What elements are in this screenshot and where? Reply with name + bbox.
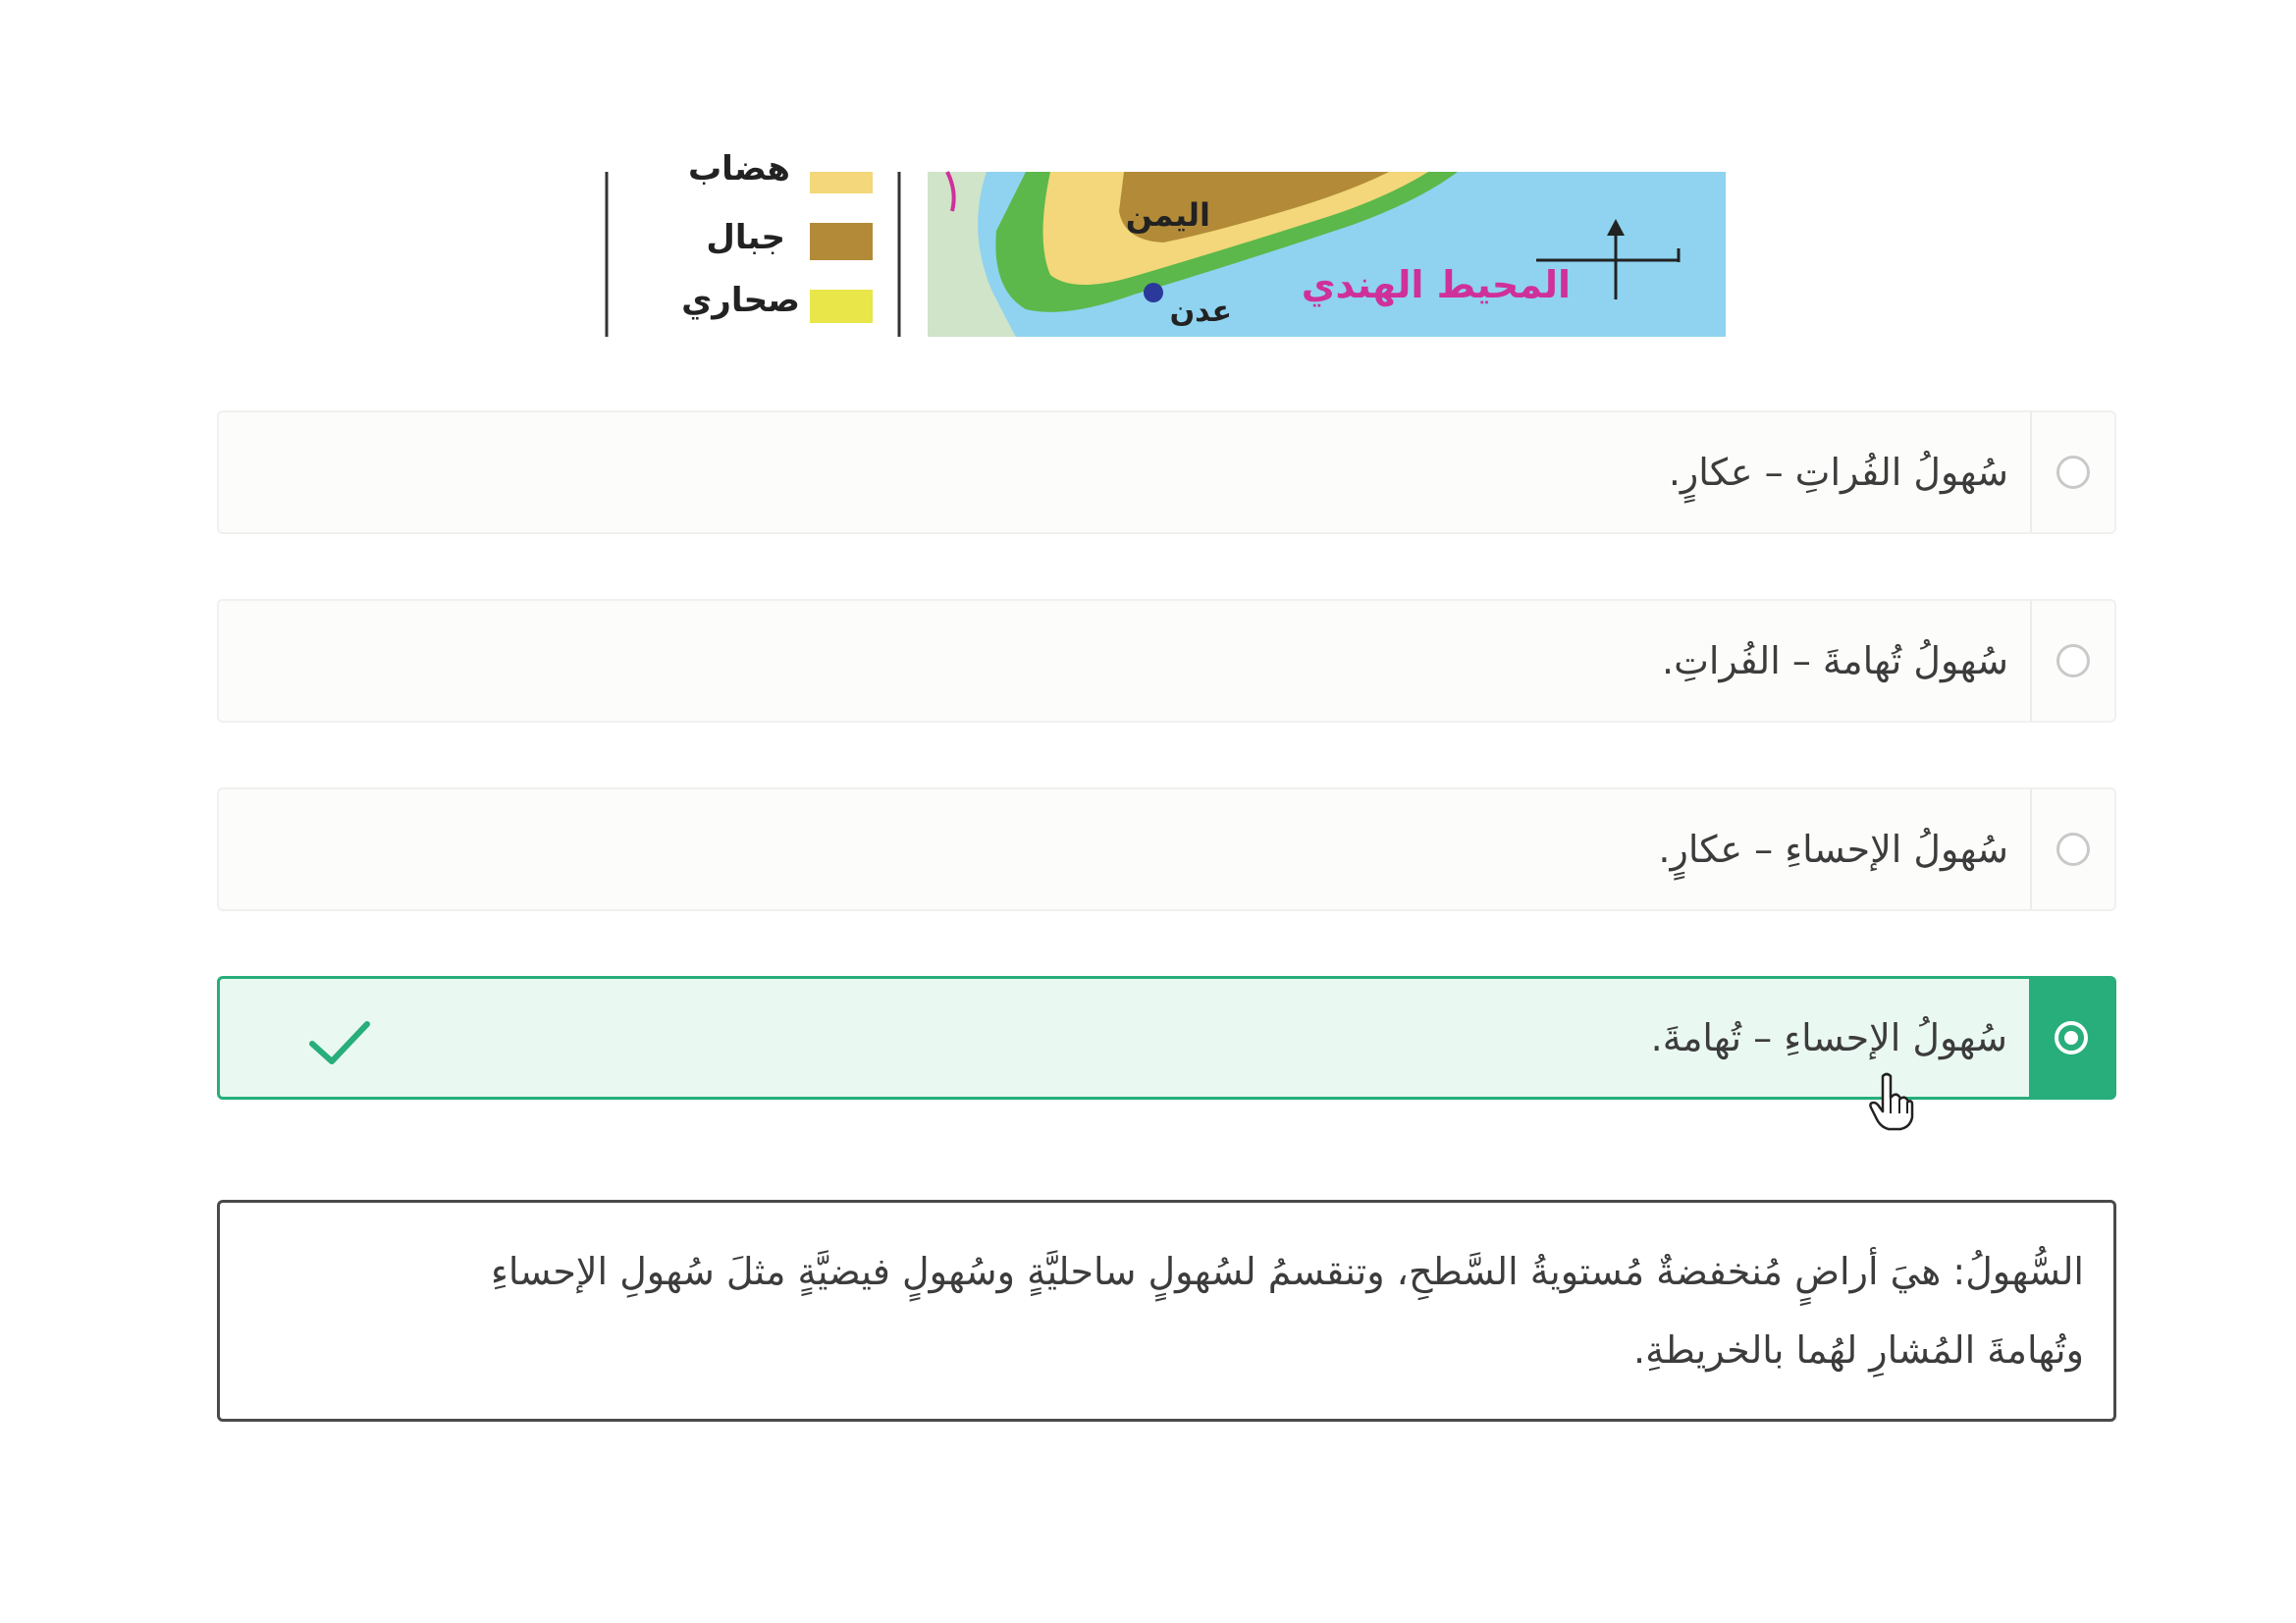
radio-button[interactable]	[2056, 644, 2090, 677]
legend-label-plateau: هضاب	[687, 149, 790, 189]
hand-cursor-icon	[1869, 1072, 1912, 1131]
option-label: سُهولُ الفُراتِ – عكارٍ.	[1668, 451, 2008, 494]
legend-label-mountains: جبال	[706, 218, 785, 257]
explanation-line-1: السُّهولُ: هيَ أراضٍ مُنخفضةٌ مُستويةُ السَّطحِ، وتنقسمُ لسُهولٍ ساحليَّةٍ وسُهولٍ فيضيَّةٍ مثلَ سُهولِ الإحساءِ	[491, 1250, 2084, 1293]
map-label-ocean: المحيط الهندي	[1301, 263, 1571, 306]
option-radio-cell[interactable]	[2030, 601, 2114, 721]
radio-button-selected[interactable]	[2055, 1021, 2088, 1055]
option-radio-cell[interactable]	[2030, 789, 2114, 909]
explanation-box	[217, 1200, 2116, 1422]
option-radio-cell[interactable]	[2030, 412, 2114, 532]
map-area	[928, 172, 1726, 337]
explanation-line-2: وتُهامةَ المُشارِ لهُما بالخريطةِ.	[1633, 1328, 2084, 1372]
legend-swatch-mountains	[810, 223, 873, 260]
answer-option-3[interactable]	[217, 787, 2116, 911]
city-dot	[1144, 283, 1163, 302]
map-label-city: عدن	[1169, 295, 1232, 329]
legend-label-desert: صحاري	[681, 281, 800, 320]
map-label-country: اليمن	[1125, 196, 1210, 234]
answer-option-4[interactable]	[217, 976, 2116, 1100]
map-excerpt	[604, 149, 1726, 337]
answer-option-2[interactable]	[217, 599, 2116, 723]
radio-button[interactable]	[2056, 833, 2090, 866]
option-radio-cell[interactable]	[2029, 979, 2113, 1097]
radio-button[interactable]	[2056, 456, 2090, 489]
option-label: سُهولُ تُهامةَ – الفُراتِ.	[1662, 639, 2008, 682]
option-label: سُهولُ الإحساءِ – عكارٍ.	[1658, 828, 2008, 871]
legend-swatch-desert	[810, 290, 873, 323]
answer-option-1[interactable]	[217, 410, 2116, 534]
checkmark-icon	[308, 1018, 371, 1067]
option-label: سُهولُ الإحساءِ – تُهامةَ.	[1650, 1016, 2007, 1059]
legend-swatch-plateau	[810, 172, 873, 193]
